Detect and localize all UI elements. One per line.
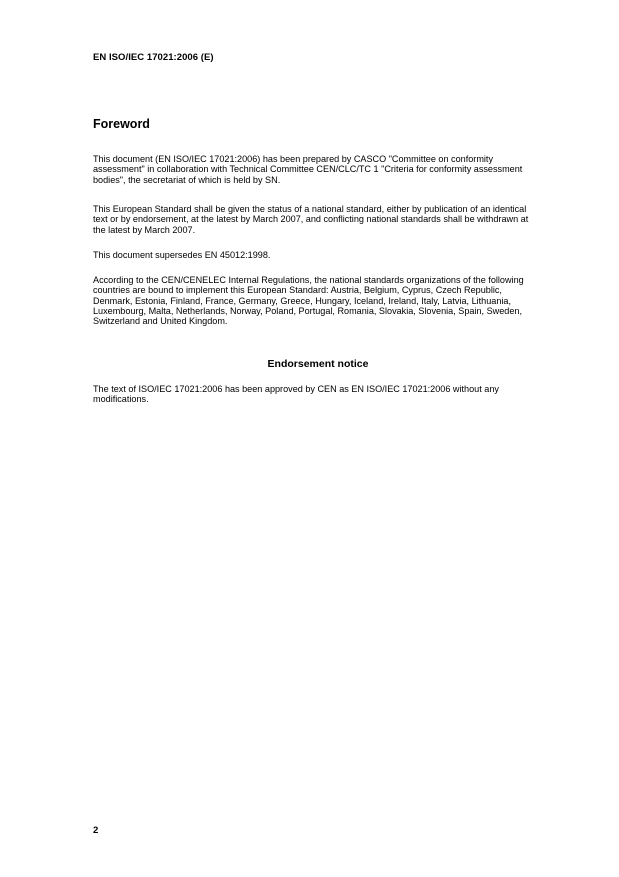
page-number: 2 [93, 825, 99, 836]
endorsement-text: The text of ISO/IEC 17021:2006 has been approved by CEN as EN ISO/IEC 17021:2006 without any modifications. [93, 384, 499, 405]
foreword-paragraph-status: This European Standard shall be given the status of a national standard, either by publication of an identical text or by endorsement, at the latest by March 2007, and conflicting national standards shall be withdrawn at the latest by March 2007. [93, 204, 529, 235]
foreword-paragraph-countries: According to the CEN/CENELEC Internal Regulations, the national standards organizations of the following countries are bound to implement this European Standard: Austria, Belgium, Cyprus, Czech Republic, Denmark, Estonia, Finland, France, Germany, Greece, Hungary, Iceland, Ireland, Italy, Latvia, Lithuania, Luxembourg, Malta, Netherlands, Norway, Poland, Portugal, Romania, Slovakia, Slovenia, Spain, Sweden, Switzerland and United Kingdom. [93, 275, 524, 327]
endorsement-heading: Endorsement notice [267, 358, 369, 370]
foreword-paragraph-preparation: This document (EN ISO/IEC 17021:2006) has been prepared by CASCO "Committee on conformity assessment" in collaboration with Technical Committee CEN/CLC/TC 1 "Criteria for conformity assessment bodies", the secretariat of which is held by SN. [93, 154, 523, 185]
foreword-paragraph-supersedes: This document supersedes EN 45012:1998. [93, 250, 271, 260]
document-header: EN ISO/IEC 17021:2006 (E) [93, 52, 214, 63]
foreword-heading: Foreword [93, 117, 150, 131]
